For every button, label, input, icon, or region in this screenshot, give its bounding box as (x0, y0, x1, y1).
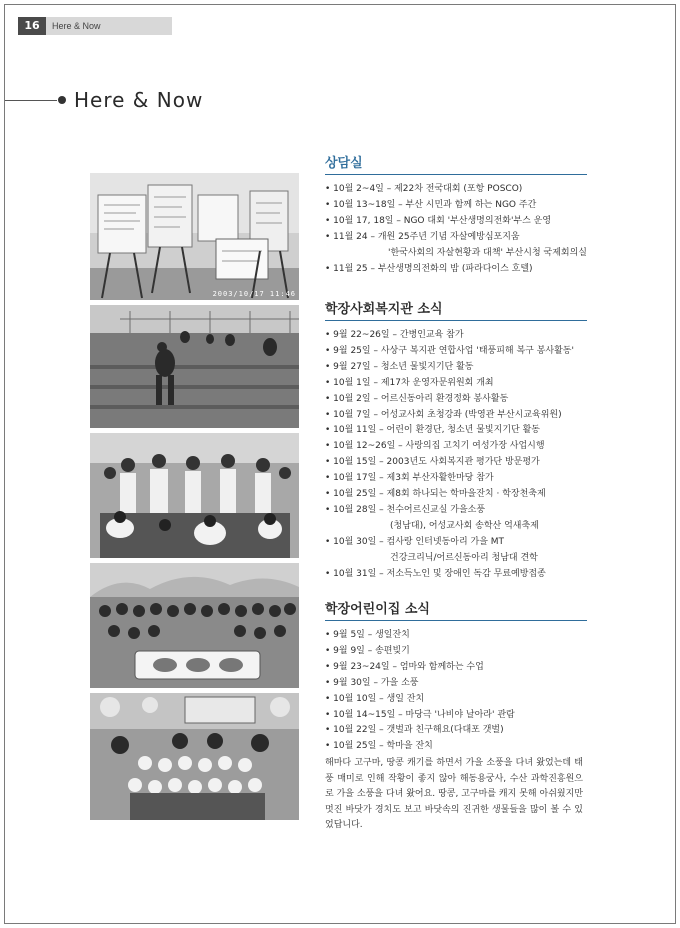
list-item: • 10월 30일 – 컴사랑 인터넷동아리 가을 MT (325, 536, 505, 547)
list-item: • 9월 22~26일 – 간병인교육 참가 (325, 330, 464, 340)
photo-children-group (90, 693, 299, 820)
list-item: • 11월 25 – 부산생명의전화의 밤 (파라다이스 호텔) (325, 263, 533, 274)
list-item: • 11월 24 – 개원 25주년 기념 자살예방심포지움 (325, 231, 520, 242)
list-item: 건강크리닉/어르신동아리 청남대 견학 (390, 552, 538, 563)
list-item: • 10월 2일 – 어르신동아리 환경정화 봉사활동 (325, 393, 509, 404)
list-item: • 10월 25일 – 학마을 잔치 (325, 741, 433, 752)
list-item: '한국사회의 자살현황과 대책' 부산시청 국제회의실 (388, 247, 587, 258)
title-rule (5, 100, 57, 101)
page-number: 16 (18, 17, 46, 35)
photo-group-banner (90, 563, 299, 688)
section-welfare-center (325, 298, 587, 583)
list-item: • 9월 27일 – 청소년 물빛지기단 활동 (325, 361, 474, 372)
list-item: • 10월 17, 18일 – NGO 대회 '부산생명의전화'부스 운영 (325, 215, 552, 226)
photo-poster-exhibit (90, 173, 299, 300)
section-heading: 학장사회복지관 소식 (325, 298, 587, 321)
section-counseling (325, 152, 587, 277)
list-item: • 10월 1일 – 제17차 운영자문위원회 개최 (325, 377, 494, 388)
list-item: • 10월 14~15일 – 마당극 '나비야 날아라' 관람 (325, 709, 515, 720)
list-item: • 10월 2~4일 – 제22차 전국대회 (포항 POSCO) (325, 184, 523, 194)
section-heading: 상담실 (325, 152, 587, 175)
list-item: • 10월 7일 – 어성교사회 초청강좌 (박영관 부산시교육위원) (325, 409, 562, 420)
list-item: • 9월 23~24일 – 엄마와 함께하는 수업 (325, 661, 484, 672)
section-title: Here & Now (74, 88, 204, 112)
list-item: • 10월 31일 – 저소득노인 및 장애인 독감 무료예방접종 (325, 568, 546, 579)
photo-group-outdoors (90, 433, 299, 558)
list-item: • 10월 13~18일 – 부산 시민과 함께 하는 NGO 주간 (325, 199, 537, 210)
list-item: • 9월 25일 – 사상구 복지관 연합사업 '태풍피해 복구 봉사활동' (325, 345, 574, 356)
list-item: • 10월 12~26일 – 사랑의집 고치기 여성가장 사업시행 (325, 441, 545, 452)
section-daycare (325, 598, 587, 834)
running-title: Here & Now (46, 17, 172, 35)
daycare-paragraph: 해마다 고구마, 땅콩 캐기를 하면서 가을 소풍을 다녀 왔었는데 태풍 매미로 인해 작황이 좋지 않아 해동용궁사, 수산 과학진흥원으로 가을 소풍을 다녀 왔어요. 땅콩, 고구마를 캐지 못해 아쉬웠지만 멋진 바닷가 경치도 보고 바닷속의 진귀한 생물들을 많이 볼 수 있었답니다. (325, 758, 583, 831)
running-header (18, 17, 172, 35)
list-item: • 10월 28일 – 천수어르신교실 가을소풍 (325, 504, 486, 515)
list-item: • 9월 9일 – 송편빚기 (325, 645, 410, 656)
section-heading: 학장어린이집 소식 (325, 598, 587, 621)
list-item: • 9월 30일 – 가을 소풍 (325, 677, 419, 688)
photo-field-volunteers (90, 305, 299, 428)
photo-date-stamp: 2003/10/17 11:46 (212, 290, 296, 298)
list-item: • 10월 15일 – 2003년도 사회복지관 평가단 방문평가 (325, 457, 540, 468)
photo-column (90, 173, 299, 825)
list-item: • 10월 11일 – 어린이 환경단, 청소년 물빛지기단 활동 (325, 425, 540, 436)
title-bullet-icon (58, 96, 66, 104)
list-item: • 10월 22일 – 갯벌과 친구해요(다대포 갯벌) (325, 725, 504, 736)
list-item: • 9월 5일 – 생일잔치 (325, 630, 410, 640)
list-item: • 10월 10일 – 생일 잔치 (325, 693, 425, 704)
list-item: • 10월 17일 – 제3회 부산자활한마당 참가 (325, 473, 494, 484)
list-item: (청남대), 어성교사회 송학산 억새축제 (390, 520, 539, 531)
list-item: • 10월 25일 – 제8회 하나되는 학마을잔치 · 학장천축제 (325, 489, 546, 500)
